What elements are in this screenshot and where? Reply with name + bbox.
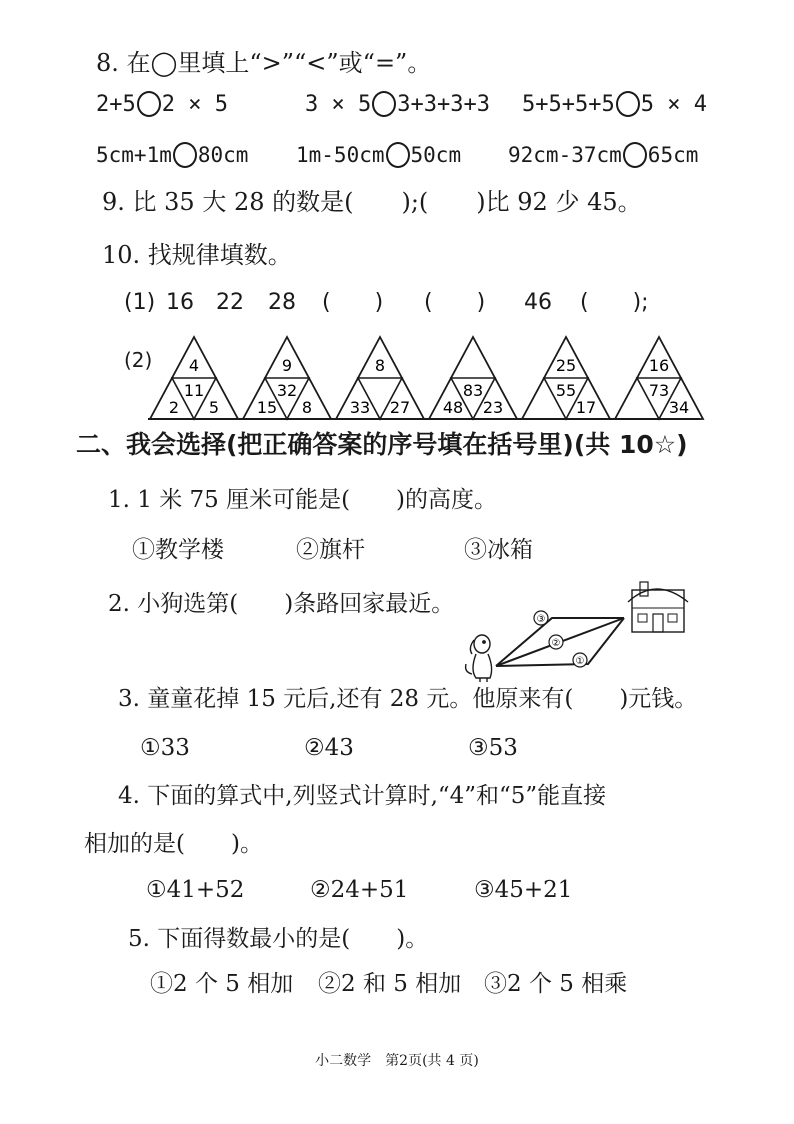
- s2-q3-option[interactable]: ②43: [304, 735, 354, 761]
- number-triangle: [150, 337, 238, 419]
- q8-right: 50cm: [410, 143, 462, 167]
- s2-q4-stem-line2: 相加的是( )。: [84, 831, 263, 857]
- s2-q5-option[interactable]: ①2 个 5 相加: [150, 971, 294, 997]
- q8-item-2: [305, 90, 490, 120]
- triangle-left-number: 15: [256, 398, 278, 417]
- section2-heading: 二、我会选择(把正确答案的序号填在括号里)(共 10☆): [76, 430, 688, 459]
- answer-circle[interactable]: [616, 91, 640, 117]
- s2-q4-option[interactable]: ③45+21: [474, 877, 573, 903]
- answer-circle[interactable]: [173, 142, 197, 168]
- q8-left: 92cm-37cm: [508, 143, 622, 167]
- s2-q5-stem: 5. 下面得数最小的是( )。: [128, 926, 429, 952]
- triangle-center-number: 32: [276, 381, 298, 400]
- sequence-blank[interactable]: ( );: [580, 290, 649, 315]
- q8-item-6: [508, 140, 698, 170]
- s2-q1-option[interactable]: ①教学楼: [132, 537, 224, 563]
- s2-q4-option[interactable]: ②24+51: [310, 877, 409, 903]
- number-triangle: [336, 337, 424, 419]
- q8-right: 3+3+3+3: [397, 92, 490, 117]
- sequence-item: 22: [216, 290, 244, 315]
- number-triangle: [429, 337, 517, 419]
- q8-left: 1m-50cm: [296, 143, 385, 167]
- s2-q4-stem-line1: 4. 下面的算式中,列竖式计算时,“4”和“5”能直接: [118, 783, 607, 809]
- s2-q5-option[interactable]: ②2 和 5 相加: [318, 971, 462, 997]
- route-label: ③: [536, 614, 546, 625]
- triangle-center-number: 11: [183, 381, 205, 400]
- q8-left: 3 × 5: [305, 92, 372, 117]
- house-icon: [628, 582, 688, 632]
- triangle-right-number: 8: [301, 398, 313, 417]
- s2-q3-option[interactable]: ①33: [140, 735, 190, 761]
- sequence-blank[interactable]: ( ): [424, 290, 486, 315]
- sequence-blank[interactable]: ( ): [322, 290, 384, 315]
- triangle-puzzle: [148, 330, 708, 422]
- page-footer: 小二数学 第2页(共 4 页): [315, 1053, 479, 1069]
- route-label: ②: [551, 638, 561, 649]
- triangle-left-number: 48: [442, 398, 464, 417]
- triangle-top-number: 4: [188, 356, 200, 375]
- triangle-top-number: 16: [648, 356, 670, 375]
- dog-icon: [466, 635, 492, 682]
- answer-circle[interactable]: [137, 91, 161, 117]
- q10-part1-label: (1): [124, 290, 156, 315]
- triangle-left-number: 2: [168, 398, 180, 417]
- s2-q3-option[interactable]: ③53: [468, 735, 518, 761]
- s2-q1-option[interactable]: ③冰箱: [464, 537, 533, 563]
- q8-left: 2+5: [96, 92, 136, 117]
- triangle-left-number: 33: [349, 398, 371, 417]
- q8-right: 2 × 5: [161, 92, 228, 117]
- triangle-right-number: 17: [575, 398, 597, 417]
- sequence-item: 46: [524, 290, 552, 315]
- s2-q3-stem: 3. 童童花掉 15 元后,还有 28 元。他原来有( )元钱。: [118, 686, 698, 712]
- triangle-right-number: 34: [668, 398, 690, 417]
- q9-stem: 9. 比 35 大 28 的数是( );( )比 92 少 45。: [102, 188, 642, 216]
- triangle-center-number: 55: [555, 381, 577, 400]
- s2-q1-stem: 1. 1 米 75 厘米可能是( )的高度。: [108, 487, 498, 513]
- q8-item-3: [522, 90, 707, 120]
- triangle-center-number: 73: [648, 381, 670, 400]
- answer-circle[interactable]: [623, 142, 647, 168]
- q8-right: 5 × 4: [640, 92, 707, 117]
- sequence-item: 28: [268, 290, 296, 315]
- triangle-right-number: 5: [208, 398, 220, 417]
- q10-part2-label: (2): [124, 348, 153, 372]
- triangle-top-number: 9: [281, 356, 293, 375]
- q8-left: 5cm+1m: [96, 143, 172, 167]
- triangle-top-number: 8: [374, 356, 386, 375]
- q8-title: 8. 在◯里填上“>”“<”或“=”。: [96, 49, 432, 77]
- q10-title: 10. 找规律填数。: [102, 241, 292, 269]
- q8-item-5: [296, 140, 461, 170]
- triangle-top-number: 25: [555, 356, 577, 375]
- sequence-item: 16: [166, 290, 194, 315]
- number-triangle: [615, 337, 703, 419]
- answer-circle[interactable]: [372, 91, 396, 117]
- triangle-center-number: 83: [462, 381, 484, 400]
- q8-item-1: [96, 90, 228, 120]
- route-label: ①: [575, 656, 585, 667]
- q8-right: 80cm: [197, 143, 249, 167]
- s2-q1-option[interactable]: ②旗杆: [296, 537, 365, 563]
- s2-q4-option[interactable]: ①41+52: [146, 877, 245, 903]
- number-triangle: [243, 337, 331, 419]
- triangle-right-number: 27: [389, 398, 411, 417]
- number-triangle: [522, 337, 610, 419]
- s2-q5-option[interactable]: ③2 个 5 相乘: [484, 971, 628, 997]
- answer-circle[interactable]: [386, 142, 410, 168]
- dog-house-routes-figure: [460, 578, 700, 688]
- q8-left: 5+5+5+5: [522, 92, 615, 117]
- q8-right: 65cm: [647, 143, 699, 167]
- s2-q2-stem: 2. 小狗选第( )条路回家最近。: [108, 591, 455, 617]
- triangle-right-number: 23: [482, 398, 504, 417]
- q8-item-4: [96, 140, 248, 170]
